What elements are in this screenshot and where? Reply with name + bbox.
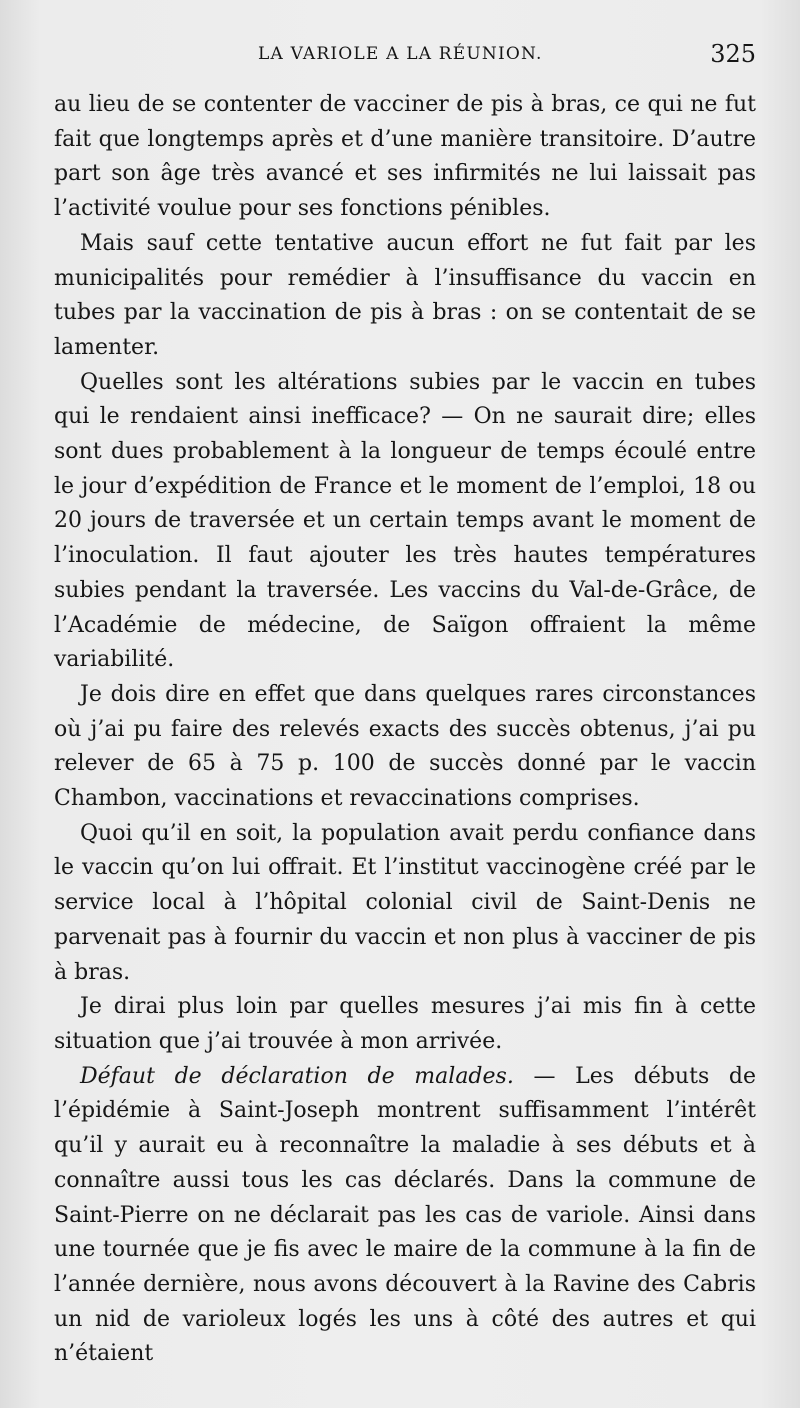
running-title: LA VARIOLE A LA RÉUNION. xyxy=(258,44,543,64)
body-text xyxy=(54,88,756,1372)
paragraph-continued: au lieu de se contenter de vacciner de pis à bras, ce qui ne fut fait que longtemps après et d’une manière transitoire. D’autre part son âge très avancé et ses infirmités ne lui laissait pas l’activité voulue pour ses fonctions pénibles. xyxy=(54,92,756,222)
paragraph-declaration-text: — Les débuts de l’épidémie à Saint-Joseph montrent suffisamment l’intérêt qu’il y aurait eu à reconnaître la maladie à ses débuts et à connaître aussi tous les cas déclarés. Dans la commune de Saint-Pierre on ne déclarait pas les cas de variole. Ainsi dans une tournée que je fis avec le maire de la commune à la fin de l’année dernière, nous avons découvert à la Ravine des Cabris un nid de varioleux logés les uns à côté des autres et qui n’étaient xyxy=(54,1063,757,1367)
page-header xyxy=(54,40,756,74)
paragraph-success-rates: Je dois dire en effet que dans quelques rares circonstances où j’ai pu faire des relevés exacts des succès obtenus, j’ai pu relever de 65 à 75 p. 100 de succès donné par le vaccin Chambon, vaccinations et revaccinations comprises. xyxy=(54,681,756,812)
section-heading: Défaut de déclaration de malades. xyxy=(80,1063,514,1089)
paragraph-vaccine-alterations: Quelles sont les altérations subies par le vaccin en tubes qui le rendaient ainsi inefficace? — On ne saurait dire; elles sont dues probablement à la longueur de temps écoulé entre le jour d’expédition de France et le moment de l’emploi, 18 ou 20 jours de traversée et un certain temps avant le moment de l’inoculation. Il faut ajouter les très hautes températures subies pendant la traversée. Les vaccins du Val-de-Grâce, de l’Académie de médecine, de Saïgon offraient la même variabilité. xyxy=(54,369,756,673)
page-number: 325 xyxy=(710,40,756,68)
paragraph-measures: Je dirai plus loin par quelles mesures j’ai mis fin à cette situation que j’ai trouvée à mon arrivée. xyxy=(54,994,756,1054)
paragraph-population-confidence: Quoi qu’il en soit, la population avait perdu confiance dans le vaccin qu’on lui offrait. Et l’institut vaccinogène créé par le service local à l’hôpital colonial civil de Saint-Denis ne parvenait pas à fournir du vaccin et non plus à vacciner de pis à bras. xyxy=(54,820,756,985)
paragraph-vaccination-effort: Mais sauf cette tentative aucun effort ne fut fait par les municipalités pour remédier à l’insuffisance du vaccin en tubes par la vaccination de pis à bras : on se contentait de se lamenter. xyxy=(54,230,756,360)
paragraph-declaration xyxy=(54,1060,756,1372)
